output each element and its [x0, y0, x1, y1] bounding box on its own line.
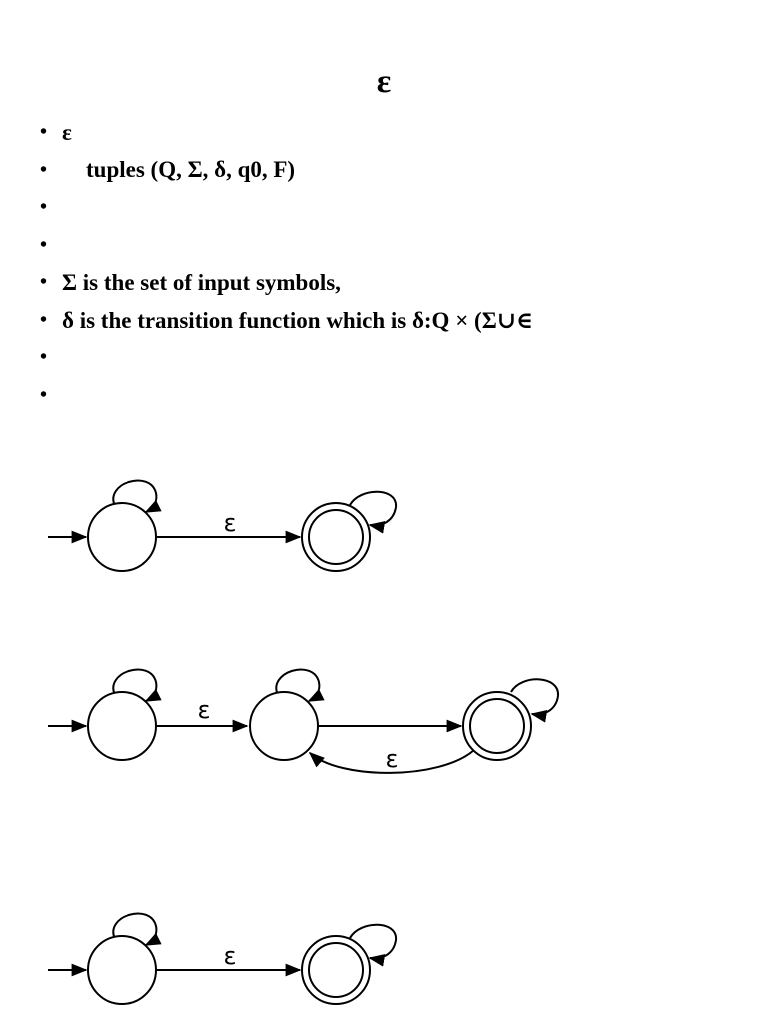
accepting-state-outer: [302, 503, 370, 571]
bullet-marker: •: [40, 383, 48, 406]
bullet-text: tuples (Q, Σ, δ, q0, F): [86, 157, 296, 183]
automaton-diagram-2: [0, 655, 768, 785]
bullet-marker: •: [40, 271, 48, 294]
bullet-item: [40, 302, 533, 340]
bullet-list: [40, 114, 533, 414]
state-circle: [250, 692, 318, 760]
bullet-marker: •: [40, 233, 48, 256]
automaton-3-svg: [0, 900, 768, 1010]
transition-label: ε: [197, 696, 211, 724]
bullet-item: [40, 114, 533, 152]
bullet-marker: •: [40, 121, 48, 144]
accepting-state-outer: [302, 936, 370, 1004]
automaton-2-svg: [0, 655, 768, 785]
bullet-item: [40, 152, 533, 190]
bullet-marker: •: [40, 346, 48, 369]
automaton-1-svg: [0, 465, 768, 580]
transition-label: ε: [385, 745, 399, 773]
bullet-item: [40, 189, 533, 227]
accepting-state-outer: [463, 692, 531, 760]
bullet-item: [40, 377, 533, 415]
transition-label: ε: [223, 942, 237, 970]
automaton-diagram-1: [0, 465, 768, 580]
state-circle: [88, 692, 156, 760]
bullet-item: [40, 264, 533, 302]
transition-label: ε: [223, 509, 237, 537]
slide-title: ε: [376, 63, 392, 100]
automaton-diagram-3: [0, 900, 768, 1010]
bullet-text: Σ is the set of input symbols,: [62, 269, 341, 295]
bullet-text: δ is the transition function which is δ:Q × (Σ∪∈: [62, 307, 534, 333]
bullet-marker: •: [40, 158, 48, 181]
bullet-text: ε: [62, 119, 72, 145]
state-circle: [88, 503, 156, 571]
bullet-marker: •: [40, 308, 48, 331]
bullet-marker: •: [40, 196, 48, 219]
bullet-item: [40, 227, 533, 265]
state-circle: [88, 936, 156, 1004]
bullet-item: [40, 339, 533, 377]
